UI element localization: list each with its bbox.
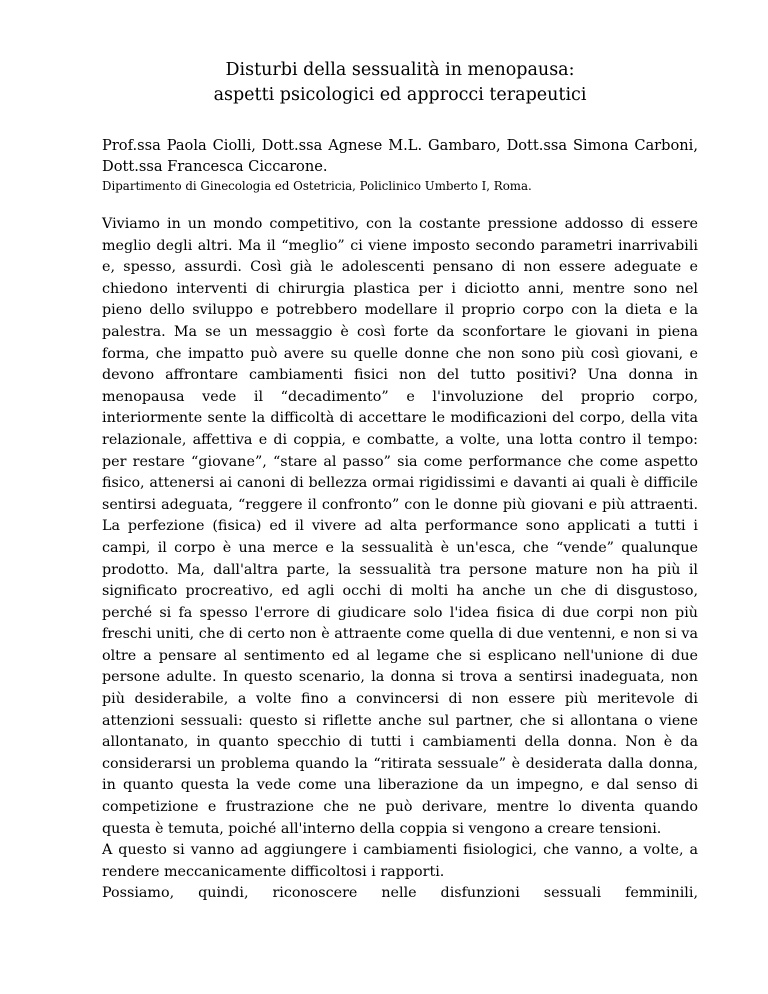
paragraph: Viviamo in un mondo competitivo, con la costante pressione addosso di essere meglio degli altri. Ma il “meglio” ci viene imposto secondo parametri inarrivabili e, spesso, assurdi. Così già le adolescenti pensano di non essere adeguate e chiedono interventi di chirurgia plastica per i diciotto anni, mentre sono nel pieno dello sviluppo e potrebbero modellare il proprio corpo con la dieta e la palestra. Ma se un messaggio è così forte da sconfortare le giovani in piena forma, che impatto può avere su quelle donne che non sono più così giovani, e devono affrontare cambiamenti fisici non del tutto positivi? Una donna in menopausa vede il “decadimento” e l'involuzione del proprio corpo, interiormente sente la difficoltà di accettare le modificazioni del corpo, della vita relazionale, affettiva e di coppia, e combatte, a volte, una lotta contro il tempo: per restare “giovane”, “stare al passo” sia come performance che come aspetto fisico, attenersi ai canoni di bellezza ormai rigidissimi e davanti ai quali è difficile sentirsi adeguata, “reggere il confronto” con le donne più giovani e più attraenti. La perfezione (fisica) ed il vivere ad alta performance sono applicati a tutti i campi, il corpo è una merce e la sessualità è un'esca, che “vende” qualunque prodotto. Ma, dall'altra parte, la sessualità tra persone mature non ha più il significato procreativo, ed agli occhi di molti ha anche un che di disgustoso, perché si fa spesso l'errore di giudicare solo l'idea fisica di due corpi non più freschi uniti, che di certo non è attraente come quella di due ventenni, e non si va oltre a pensare al sentimento ed al legame che si esplicano nell'unione di due persone adulte. In questo scenario, la donna si trova a sentirsi inadeguata, non più desiderabile, a volte fino a convincersi di non essere più meritevole di attenzioni sessuali: questo si riflette anche sul partner, che si allontana o viene allontanato, in quanto specchio di tutti i cambiamenti della donna. Non è da considerarsi un problema quando la “ritirata sessuale” è desiderata dalla donna, in quanto questa la vede come una liberazione da un impegno, e dal senso di competizione e frustrazione che ne può derivare, mentre lo diventa quando questa è temuta, poiché all'interno della coppia si vengono a creare tensioni. — [102, 216, 698, 837]
paragraph: A questo si vanno ad aggiungere i cambiamenti fisiologici, che vanno, a volte, a rendere meccanicamente difficoltosi i rapporti. — [102, 842, 698, 880]
authors: Prof.ssa Paola Ciolli, Dott.ssa Agnese M.L. Gambaro, Dott.ssa Simona Carboni, Dott.ssa Francesca Ciccarone. — [102, 137, 698, 175]
paragraph: Possiamo, quindi, riconoscere nelle disfunzioni sessuali femminili, — [102, 885, 698, 902]
affiliation: Dipartimento di Ginecologia ed Ostetricia, Policlinico Umberto I, Roma. — [102, 179, 532, 193]
title-line-1: Disturbi della sessualità in menopausa: — [225, 60, 575, 80]
title-line-2: aspetti psicologici ed approcci terapeutici — [213, 85, 587, 105]
document-title — [102, 58, 698, 108]
body-text — [102, 214, 698, 905]
